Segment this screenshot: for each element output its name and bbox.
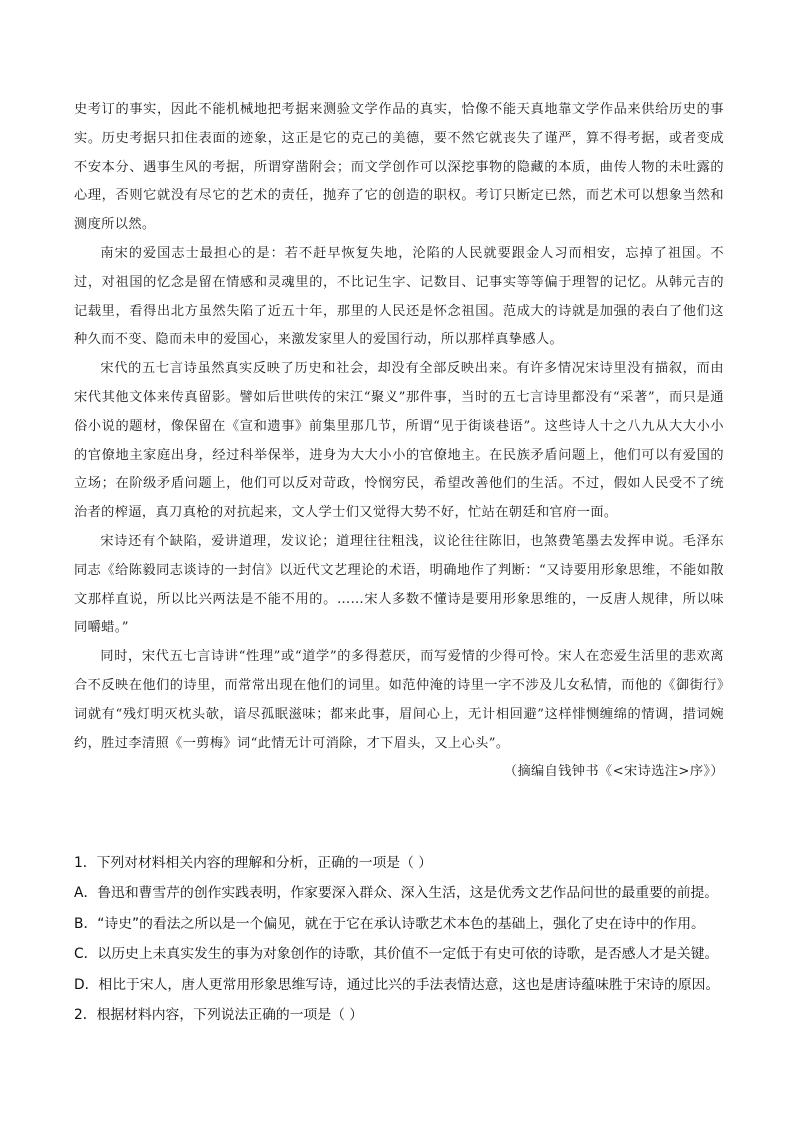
passage-paragraph: 南宋的爱国志士最担心的是：若不赶早恢复失地，沦陷的人民就要跟金人习而相安，忘掉了祖国。不过，对祖国的忆念是留在情感和灵魂里的，不比记生字、记数目、记事实等等偏于理智的记忆。从韩元吉的记载里，看得出北方虽然失陷了近五十年，那里的人民还是怀念祖国。范成大的诗就是加强的表白了他们这种久而不变、隐而未申的爱国心，来激发家里人的爱国行动，所以那样真挚感人。 — [74, 245, 724, 348]
passage-paragraph: 史考订的事实，因此不能机械地把考据来测验文学作品的真实，恰像不能天真地靠文学作品来供给历史的事实。历史考据只扣住表面的迹象，这正是它的克己的美德，要不然它就丧失了谨严，算不得考据，或者变成不安本分、遇事生风的考据，所谓穿凿附会；而文学创作可以深挖事物的隐藏的本质，曲传人物的未吐露的心理，否则它就没有尽它的艺术的责任，抛弃了它的创造的职权。考订只断定已然，而艺术可以想象当然和测度所以然。 — [74, 102, 724, 233]
reading-passage — [74, 96, 724, 787]
question-1-stem: 1．下列对材料相关内容的理解和分析，正确的一项是（ ） — [74, 855, 433, 871]
question-2-stem: 2．根据材料内容，下列说法正确的一项是（ ） — [74, 1007, 364, 1024]
passage-paragraph: 宋代的五七言诗虽然真实反映了历史和社会，却没有全部反映出来。有许多情况宋诗里没有描叙，而由宋代其他文体来传真留影。譬如后世哄传的宋江“聚义”那件事，当时的五七言诗里都没有“采著”，而只是通俗小说的题材，像保留在《宣和遗事》前集里那几节，所谓“见于街谈巷语”。这些诗人十之八九从大大小小的官僚地主家庭出身，经过科举保举，进身为大大小小的官僚地主。在民族矛盾问题上，他们可以有爱国的立场；在阶级矛盾问题上，他们可以反对苛政，怜悯穷民，希望改善他们的生活。不过，假如人民受不了统治者的榨逼，真刀真枪的对抗起来，文人学士们又觉得大势不好，忙站在朝廷和官府一面。 — [74, 361, 724, 521]
question-section — [74, 848, 734, 1030]
passage-paragraph: 同时，宋代五七言诗讲“性理”或“道学”的多得惹厌，而写爱情的少得可怜。宋人在恋爱生活里的悲欢离合不反映在他们的诗里，而常常出现在他们的词里。如范仲淹的诗里一字不涉及儿女私情，而他的《御街行》词就有“残灯明灭枕头欹，谙尽孤眠滋味；都来此事，眉间心上，无计相回避”这样悱恻缠绵的情调，措词婉约，胜过李清照《一剪梅》词“此情无计可消除，才下眉头，又上心头”。 — [74, 649, 724, 751]
passage-source: （摘编自钱钟书《<宋诗选注>序》） — [503, 764, 724, 780]
passage-paragraph: 宋诗还有个缺陷，爱讲道理，发议论；道理往往粗浅，议论往往陈旧，也煞费笔墨去发挥申说。毛泽东同志《给陈毅同志谈诗的一封信》以近代文艺理论的术语，明确地作了判断：“又诗要用形象思维，不能如散文那样直说，所以比兴两法是不能不用的。……宋人多数不懂诗是要用形象思维的，一反唐人规律，所以味同嚼蜡。” — [74, 533, 724, 636]
question-1-option-b: B．“诗史”的看法之所以是一个偏见，就在于它在承认诗歌艺术本色的基础上，强化了史在诗中的作用。 — [74, 915, 705, 932]
question-1-option-a: A．鲁迅和曹雪芹的创作实践表明，作家要深入群众、深入生活，这是优秀文艺作品问世的最重要的前提。 — [74, 885, 719, 902]
question-1-option-d: D．相比于宋人，唐人更常用形象思维写诗，通过比兴的手法表情达意，这也是唐诗蕴味胜于宋诗的原因。 — [74, 976, 720, 993]
question-1-option-c: C．以历史上未真实发生的事为对象创作的诗歌，其价值不一定低于有史可依的诗歌，是否感人才是关键。 — [74, 946, 719, 963]
